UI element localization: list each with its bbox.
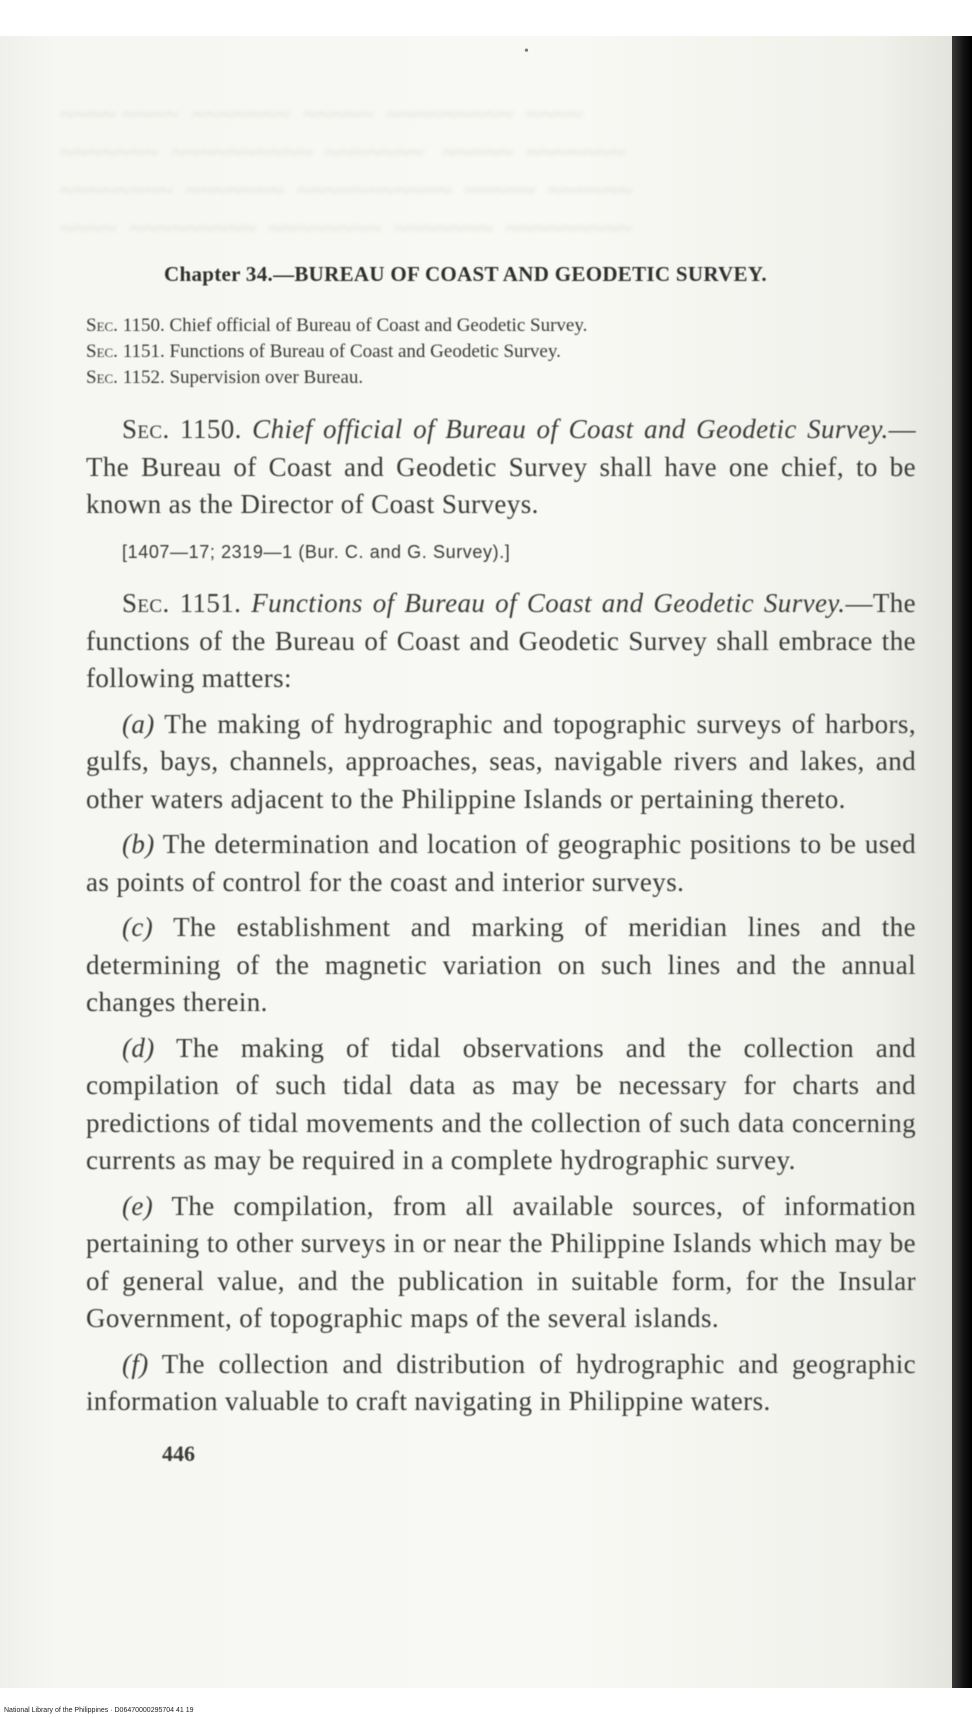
section-list	[86, 313, 916, 391]
item-e: (e) The compilation, from all available sources, of information pertaining to other surveys in or near the Philippine Islands which may be of general value, and the publication in suitable form, for the Insular Government, of topographic maps of the several islands.	[86, 1190, 916, 1333]
item-b: (b) The determination and location of geographic positions to be used as points of control for the coast and interior surveys.	[86, 829, 916, 897]
history-note: [1407—17; 2319—1 (Bur. C. and G. Survey).]	[122, 541, 511, 562]
section-1151: Sec. 1151. Functions of Bureau of Coast and Geodetic Survey.—The functions of the Bureau of Coast and Geodetic Survey shall embrace the following matters:	[86, 588, 917, 693]
toc-entry: Sec. 1151. Functions of Bureau of Coast and Geodetic Survey.	[86, 341, 561, 362]
item-c: (c) The establishment and marking of meridian lines and the determining of the magnetic variation on such lines and the annual changes therein.	[86, 912, 916, 1017]
item-f: (f) The collection and distribution of hydrographic and geographic information valuable to craft navigating in Philippine waters.	[86, 1348, 916, 1416]
top-mark: •	[524, 44, 529, 59]
page-edge-shadow	[952, 36, 972, 1688]
section-title: Chief official of Bureau of Coast and Geodetic Survey.	[252, 414, 889, 444]
section-title: Functions of Bureau of Coast and Geodetic Survey.	[251, 588, 846, 618]
bleed-through-text: ~~~~ ~~~~ ~~~~~~~ ~~~~~ ~~~~~~~~~ ~~~~ ~~~~~~~ ~~~~~~~~~~ ~~~~~~~ ~~~~~ ~~~~~~~ ~~~~~~~~ ~~~~~~~ ~~~~~~~~~~~ ~~~~~ ~~~~~~ ~~~~ ~~~~~~~~~ ~~~~~~~~ ~~~~~~~ ~~~~~~~~~	[60, 100, 633, 243]
section-body: —The functions of the Bureau of Coast and Geodetic Survey shall embrace the following matters:	[86, 588, 917, 693]
scan-footer: National Library of the Philippines · D06470000295704 41 19	[4, 1707, 194, 1714]
page-number: 446	[162, 1440, 195, 1466]
item-a: (a) The making of hydrographic and topographic surveys of harbors, gulfs, bays, channels, approaches, seas, navigable rivers and lakes, and other waters adjacent to the Philippine Islands or pertaining thereto.	[86, 708, 916, 814]
section-body: —The Bureau of Coast and Geodetic Survey shall have one chief, to be known as the Director of Coast Surveys.	[86, 414, 917, 519]
section-1150: Sec. 1150. Chief official of Bureau of Coast and Geodetic Survey.—The Bureau of Coast and Geodetic Survey shall have one chief, to be known as the Director of Coast Surveys.	[86, 414, 917, 519]
page-content	[86, 246, 916, 1467]
item-d: (d) The making of tidal observations and the collection and compilation of such tidal data as may be necessary for charts and predictions of tidal movements and the collection of such data concerning currents as may be required in a complete hydrographic survey.	[86, 1032, 916, 1175]
chapter-heading: Chapter 34.—BUREAU OF COAST AND GEODETIC SURVEY.	[164, 262, 767, 286]
toc-entry: Sec. 1150. Chief official of Bureau of Coast and Geodetic Survey.	[86, 315, 588, 336]
toc-entry: Sec. 1152. Supervision over Bureau.	[86, 367, 364, 388]
